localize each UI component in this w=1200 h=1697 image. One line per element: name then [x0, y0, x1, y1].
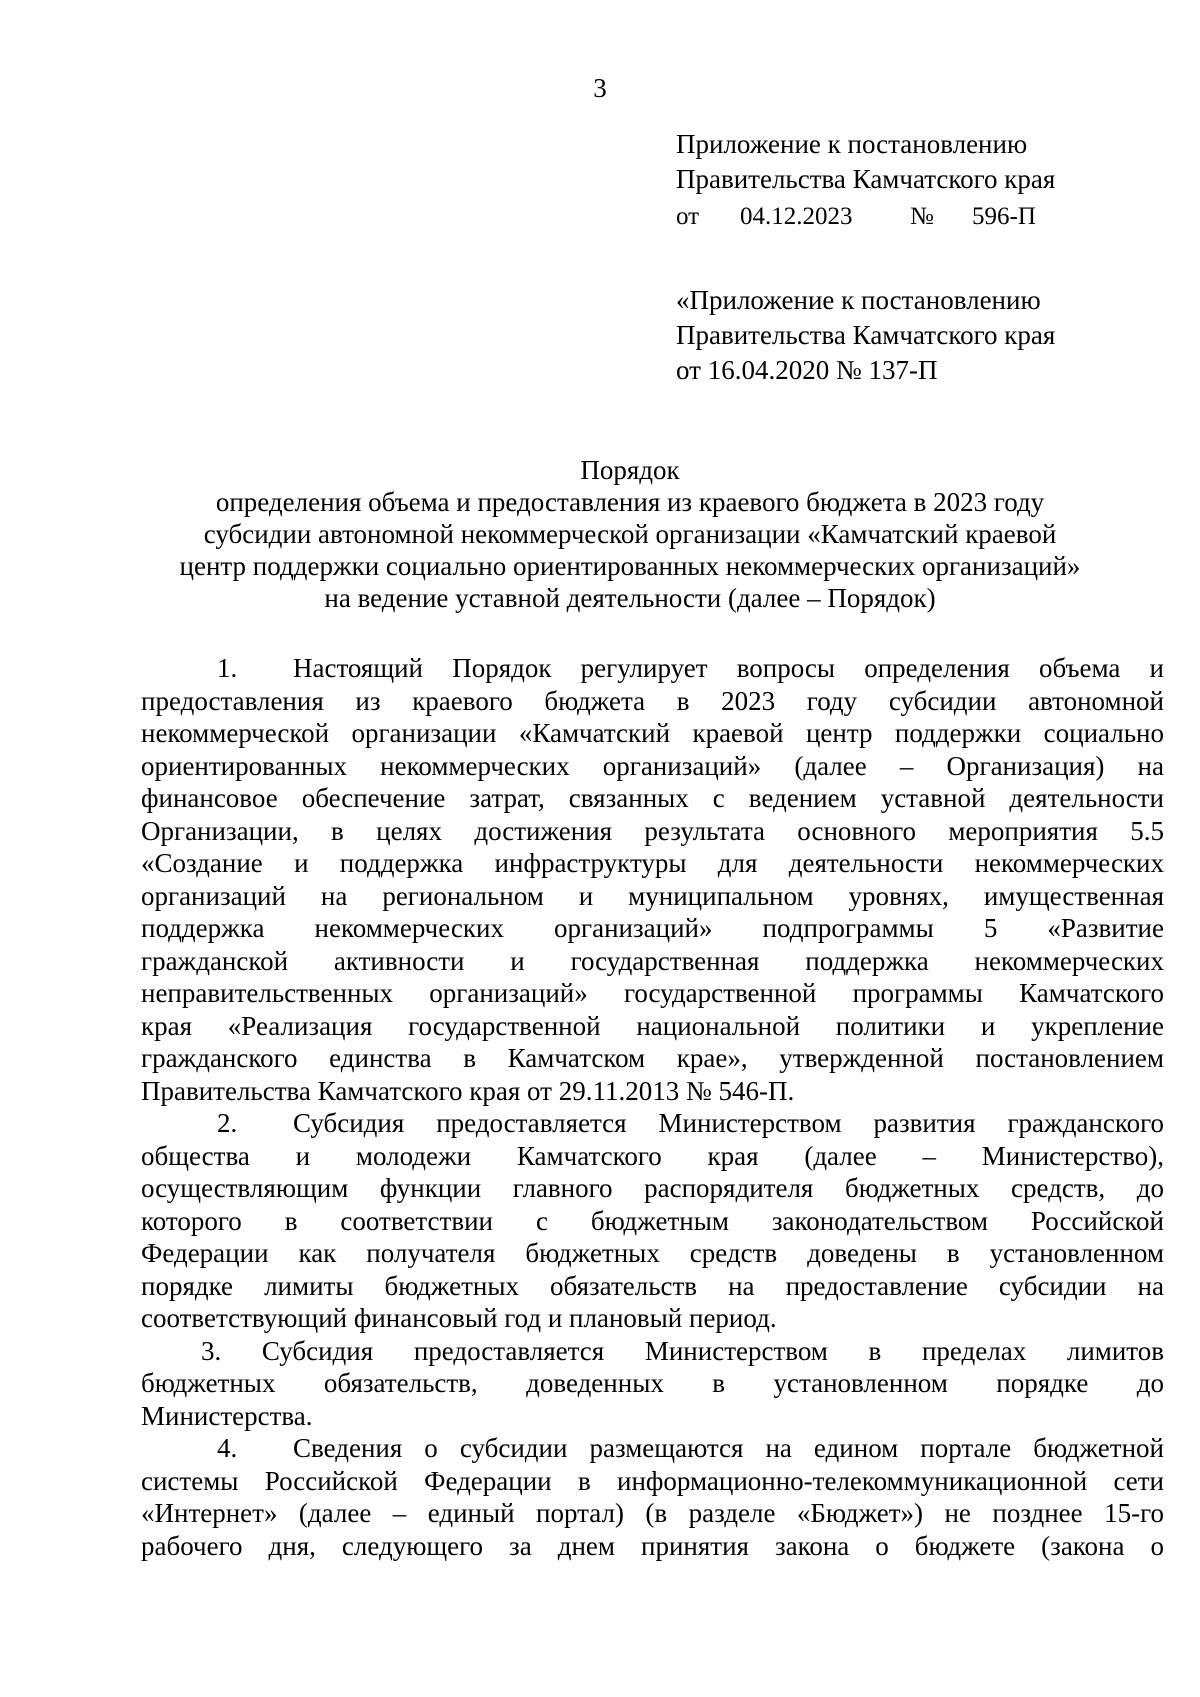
paragraph-line: ориентированных некоммерческих организаций» (далее – Организация) на — [141, 750, 1164, 781]
paragraph-1 — [141, 652, 1164, 1107]
paragraph-line: Организации, в целях достижения результата основного мероприятия 5.5 — [141, 815, 1164, 846]
title-heading: Порядок — [580, 455, 680, 485]
paragraph-line: организаций на региональном и муниципальном уровнях, имущественная — [141, 880, 1164, 911]
paragraph-line: 1. Настоящий Порядок регулирует вопросы определения объема и — [217, 653, 1164, 683]
appendix-header-line: от 16.04.2020 № 137-П — [676, 355, 938, 385]
paragraph-line: предоставления из краевого бюджета в 2023 году субсидии автономной — [141, 685, 1164, 716]
paragraph-number: 1. — [217, 653, 238, 683]
appendix-header-line: Правительства Камчатского края — [676, 164, 1056, 194]
decree-date: 04.12.2023 — [740, 203, 853, 230]
paragraph-line: 4. Сведения о субсидии размещаются на едином портале бюджетной — [217, 1433, 1164, 1463]
page-number: 3 — [593, 73, 607, 103]
paragraph-line: гражданского единства в Камчатском крае», утвержденной постановлением — [141, 1043, 1164, 1073]
paragraph-line: бюджетных обязательств, доведенных в установленном порядке до — [141, 1368, 1164, 1398]
paragraph-line: Министерства. — [141, 1400, 313, 1431]
document-title — [140, 454, 1120, 614]
document-body — [141, 652, 1164, 1562]
paragraph-line: общества и молодежи Камчатского края (далее – Министерство), — [141, 1140, 1164, 1171]
title-line: на ведение уставной деятельности (далее – Порядок) — [324, 583, 936, 613]
paragraph-line: неправительственных организаций» государственной программы Камчатского — [141, 978, 1164, 1008]
paragraph-number: 3. — [201, 1335, 222, 1366]
paragraph-line: края «Реализация государственной национальной политики и укрепление — [141, 1010, 1164, 1041]
paragraph-line: «Создание и поддержка инфраструктуры для деятельности некоммерческих — [141, 848, 1164, 878]
paragraph-line: которого в соответствии с бюджетным законодательством Российской — [141, 1205, 1164, 1236]
decree-number: 596-П — [972, 203, 1036, 230]
paragraph-2 — [141, 1107, 1164, 1335]
appendix-header-line: «Приложение к постановлению — [676, 285, 1041, 315]
paragraph-line: гражданской активности и государственная поддержка некоммерческих — [141, 945, 1164, 976]
title-line: субсидии автономной некоммерческой организации «Камчатский краевой — [203, 519, 1057, 549]
title-line: центр поддержки социально ориентированных некоммерческих организаций» — [179, 551, 1081, 581]
from-label: от — [676, 203, 700, 230]
paragraph-line: «Интернет» (далее – единый портал) (в разделе «Бюджет») не позднее 15-го — [141, 1498, 1164, 1528]
appendix-header-line: Правительства Камчатского края — [676, 320, 1056, 350]
paragraph-line: Правительства Камчатского края от 29.11.2013 № 546-П. — [141, 1075, 795, 1106]
title-line: определения объема и предоставления из краевого бюджета в 2023 году — [215, 487, 1045, 517]
paragraph-4 — [141, 1432, 1164, 1562]
paragraph-line: 2. Субсидия предоставляется Министерством развития гражданского — [217, 1108, 1164, 1138]
appendix-header-line: Приложение к постановлению — [676, 129, 1028, 159]
paragraph-line: некоммерческой организации «Камчатский краевой центр поддержки социально — [141, 718, 1164, 748]
paragraph-line: соответствующий финансовый год и плановый период. — [141, 1303, 777, 1333]
paragraph-line: осуществляющим функции главного распорядителя бюджетных средств, до — [141, 1173, 1164, 1203]
paragraph-number: 4. — [217, 1433, 238, 1463]
number-sign: № — [910, 203, 934, 230]
paragraph-line: системы Российской Федерации в информационно-телекоммуникационной сети — [141, 1465, 1164, 1496]
paragraph-line: Федерации как получателя бюджетных средств доведены в установленном — [141, 1238, 1164, 1268]
paragraph-number: 2. — [217, 1108, 238, 1138]
paragraph-line: 3. Субсидия предоставляется Министерством в пределах лимитов — [201, 1335, 1164, 1366]
appendix-date-row — [676, 197, 1146, 237]
paragraph-3 — [141, 1335, 1164, 1433]
paragraph-line: финансовое обеспечение затрат, связанных с ведением уставной деятельности — [141, 783, 1164, 813]
paragraph-line: поддержка некоммерческих организаций» подпрограммы 5 «Развитие — [141, 913, 1164, 943]
paragraph-line: порядке лимиты бюджетных обязательств на предоставление субсидии на — [141, 1270, 1164, 1301]
paragraph-line: рабочего дня, следующего за днем принятия закона о бюджете (закона о — [141, 1530, 1164, 1561]
